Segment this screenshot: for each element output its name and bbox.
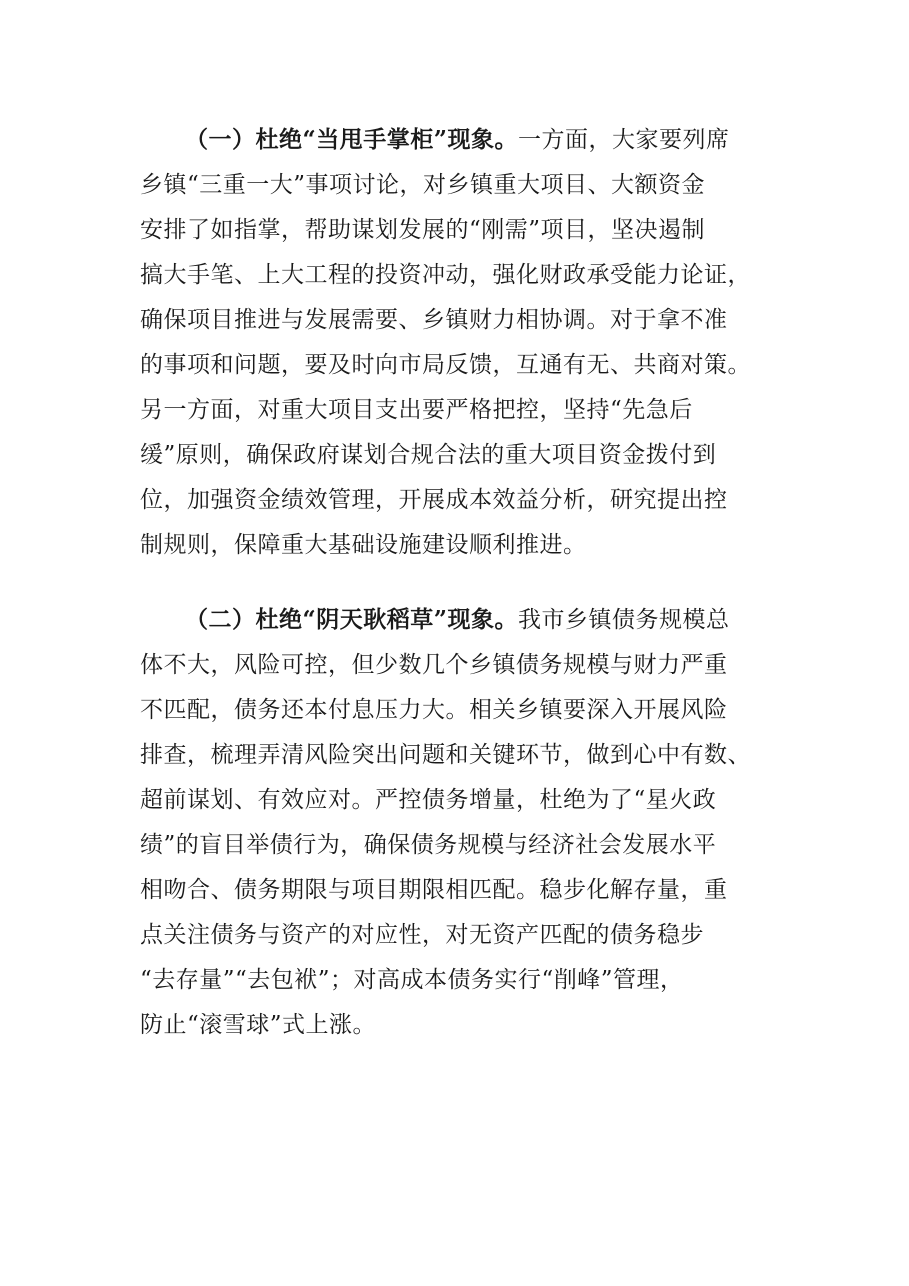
paragraph-1-line-3: 安排了如指掌，帮助谋划发展的“刚需”项目，坚决遏制 bbox=[140, 217, 706, 243]
paragraph-1-line-4: 搞大手笔、上大工程的投资冲动，强化财政承受能力论证， bbox=[140, 262, 751, 288]
paragraph-1-line-10: 制规则，保障重大基础设施建设顺利推进。 bbox=[140, 532, 587, 558]
paragraph-1-line-6: 的事项和问题，要及时向市局反馈，互通有无、共商对策。 bbox=[140, 352, 751, 378]
paragraph-2-line-10: 防止“滚雪球”式上涨。 bbox=[140, 1012, 377, 1038]
paragraph-1-line-8: 缓”原则，确保政府谋划合规合法的重大项目资金拨付到 bbox=[140, 442, 717, 468]
paragraph-2-line-6: 绩”的盲目举债行为，确保债务规模与经济社会发展水平 bbox=[140, 832, 717, 858]
paragraph-2-line-2: 体不大，风险可控，但少数几个乡镇债务规模与财力严重 bbox=[140, 652, 728, 678]
paragraph-2-line-7: 相吻合、债务期限与项目期限相匹配。稳步化解存量，重 bbox=[140, 877, 728, 903]
paragraph-1-line-2: 乡镇“三重一大”事项讨论，对乡镇重大项目、大额资金 bbox=[140, 172, 706, 198]
paragraph-2-heading: （二）杜绝“阴天耿稻草”现象。 bbox=[185, 606, 518, 633]
paragraph-1-line-9: 位，加强资金绩效管理，开展成本效益分析，研究提出控 bbox=[140, 487, 728, 513]
paragraph-2-line-8: 点关注债务与资产的对应性，对无资产匹配的债务稳步 bbox=[140, 922, 704, 948]
paragraph-1-first-line bbox=[185, 124, 780, 156]
paragraph-2-line-4: 排查，梳理弄清风险突出问题和关键环节，做到心中有数、 bbox=[140, 742, 751, 768]
paragraph-2-line-9: “去存量”“去包袱”；对高成本债务实行“削峰”管理， bbox=[140, 967, 684, 993]
paragraph-1-line-5: 确保项目推进与发展需要、乡镇财力相协调。对于拿不准 bbox=[140, 307, 728, 333]
paragraph-2-first-line bbox=[185, 604, 780, 636]
paragraph-1-line-1: 一方面，大家要列席 bbox=[517, 127, 730, 153]
paragraph-1-heading: （一）杜绝“当甩手掌柜”现象。 bbox=[185, 126, 518, 153]
paragraph-2-line-5: 超前谋划、有效应对。严控债务增量，杜绝为了“星火政 bbox=[140, 787, 717, 813]
paragraph-2-line-3: 不匹配，债务还本付息压力大。相关乡镇要深入开展风险 bbox=[140, 697, 728, 723]
paragraph-1-line-7: 另一方面，对重大项目支出要严格把控，坚持“先急后 bbox=[140, 397, 693, 423]
paragraph-2-line-1: 我市乡镇债务规模总 bbox=[517, 607, 730, 633]
